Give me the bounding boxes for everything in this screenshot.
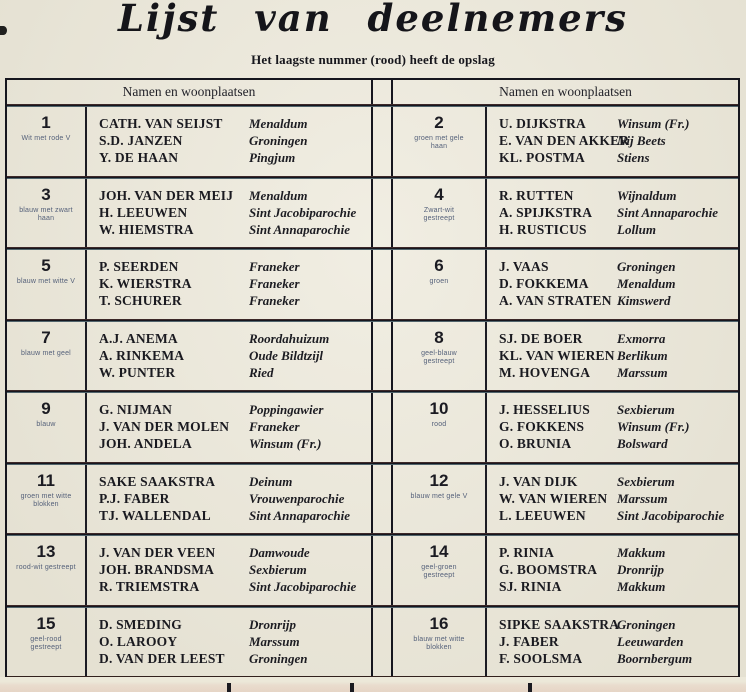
person-name: SJ. RINIA	[499, 579, 562, 594]
person-place: Bolsward	[617, 436, 668, 451]
person-line	[499, 616, 738, 633]
person-place: Exmorra	[617, 330, 666, 346]
person-name: E. VAN DEN AKKER	[499, 133, 630, 148]
entry-number-cell	[7, 536, 87, 605]
entry-names-cell	[487, 393, 738, 462]
entry-colors-label: geel-blauw gestreept	[421, 349, 457, 365]
person-name: JOH. BRANDSMA	[99, 562, 215, 577]
person-line	[99, 544, 371, 561]
person-name: J. FABER	[499, 633, 559, 649]
person-line	[99, 292, 371, 309]
entry-number-cell	[7, 608, 87, 677]
table-row	[7, 608, 738, 677]
person-place: Makkum	[617, 545, 666, 560]
person-place: Marssum	[617, 364, 668, 380]
person-name: A. VAN STRATEN	[499, 293, 612, 308]
entry-names-cell	[87, 393, 371, 462]
person-place: Franeker	[249, 419, 300, 434]
person-place: Sint Jacobiparochie	[249, 579, 357, 594]
entry-names-cell	[87, 107, 371, 176]
person-place: Menaldum	[617, 276, 676, 291]
person-name: J. VAN DER VEEN	[99, 545, 216, 560]
person-line	[99, 187, 371, 204]
entry-colors-label: blauw met zwart haan	[19, 206, 73, 222]
person-place: Sint Jacobiparochie	[249, 204, 357, 220]
person-place: Pingjum	[249, 150, 296, 165]
table-center-gap	[371, 322, 393, 391]
person-place: Oude Bildtzijl	[249, 347, 324, 363]
table-row	[7, 465, 738, 534]
person-line	[99, 364, 371, 381]
table-center-gap	[371, 465, 393, 534]
person-name: G. NIJMAN	[99, 402, 173, 417]
person-line	[499, 347, 738, 364]
person-name: S.D. JANZEN	[99, 133, 183, 148]
entry-number: 6	[434, 256, 444, 275]
person-name: KL. POSTMA	[499, 150, 586, 165]
person-place: Wijnaldum	[617, 187, 677, 203]
person-name: P. RINIA	[499, 545, 555, 560]
entry-number: 16	[429, 613, 449, 633]
entry-number-cell	[393, 608, 487, 677]
person-place: Berlikum	[617, 347, 668, 363]
table-row	[7, 107, 738, 176]
person-place: Dronrijp	[249, 616, 296, 632]
entry-number: 8	[434, 327, 444, 347]
person-name: D. SMEDING	[99, 616, 183, 632]
table-row	[7, 393, 738, 462]
person-place: Dronrijp	[617, 562, 664, 577]
person-name: K. WIERSTRA	[99, 276, 192, 291]
entry-number-cell	[7, 179, 87, 248]
person-place: Sint Annaparochie	[617, 204, 719, 220]
person-name: O. LAROOY	[99, 633, 178, 649]
partial-cell-border	[528, 683, 532, 692]
entry-names-cell	[87, 179, 371, 248]
column-header-right: Namen en woonplaatsen	[499, 84, 632, 99]
person-name: W. VAN WIEREN	[499, 490, 608, 506]
person-place: Winsum (Fr.)	[617, 116, 690, 131]
person-line	[499, 578, 738, 595]
person-line	[99, 221, 371, 238]
person-place: Leeuwarden	[617, 633, 684, 649]
person-place: Menaldum	[249, 116, 308, 131]
entry-colors-label: Wit met rode V	[21, 135, 71, 142]
person-line	[99, 132, 371, 149]
person-line	[99, 473, 371, 490]
person-place: Nij Beets	[617, 133, 666, 148]
entry-number: 4	[434, 184, 444, 204]
entry-number: 2	[434, 113, 444, 132]
entry-number: 15	[36, 613, 56, 633]
entry-colors-label: Zwart-wit gestreept	[423, 206, 455, 222]
person-name: A. SPIJKSTRA	[499, 204, 593, 220]
entry-names-cell	[87, 536, 371, 605]
person-name: D. FOKKEMA	[499, 276, 589, 291]
person-place: Menaldum	[249, 187, 308, 203]
person-name: A.J. ANEMA	[99, 330, 178, 346]
person-place: Roordahuizum	[249, 330, 330, 346]
person-line	[99, 616, 371, 633]
entry-number: 5	[41, 256, 51, 275]
person-line	[499, 187, 738, 204]
person-name: JOH. ANDELA	[99, 436, 192, 451]
person-line	[499, 418, 738, 435]
participants-table	[5, 78, 740, 680]
person-place: Vrouwenparochie	[249, 490, 345, 506]
table-center-gap	[371, 393, 393, 462]
person-name: JOH. VAN DER MEIJ	[99, 187, 234, 203]
person-line	[99, 330, 371, 347]
entry-colors-label: groen met witte blokken	[20, 492, 72, 508]
entry-names-cell	[87, 608, 371, 677]
partial-cell-border	[227, 683, 231, 692]
entry-number: 14	[429, 542, 449, 561]
person-line	[99, 418, 371, 435]
person-line	[99, 401, 371, 418]
person-place: Groningen	[617, 616, 676, 632]
entry-number-cell	[393, 536, 487, 605]
person-name: G. FOKKENS	[499, 419, 585, 434]
person-name: A. RINKEMA	[99, 347, 185, 363]
person-line	[99, 490, 371, 507]
entry-number: 7	[41, 327, 51, 347]
entry-number-cell	[7, 107, 87, 176]
entry-names-cell	[487, 250, 738, 319]
entry-number: 12	[429, 470, 449, 490]
person-line	[499, 544, 738, 561]
person-line	[499, 115, 738, 132]
person-name: R. TRIEMSTRA	[99, 579, 200, 594]
table-center-gap	[371, 608, 393, 677]
next-section-partial-row	[0, 677, 746, 692]
person-line	[499, 221, 738, 238]
entry-names-cell	[487, 465, 738, 534]
entry-number-cell	[393, 393, 487, 462]
table-header-row	[7, 80, 738, 104]
person-name: G. BOOMSTRA	[499, 562, 598, 577]
entry-colors-label: blauw met witte V	[16, 278, 76, 285]
person-place: Sint Annaparochie	[249, 221, 351, 237]
person-name: L. LEEUWEN	[499, 507, 586, 523]
entry-number-cell	[7, 465, 87, 534]
person-place: Damwoude	[249, 545, 310, 560]
entry-number-cell	[7, 322, 87, 391]
entry-colors-label: blauw	[36, 421, 56, 428]
person-line	[499, 490, 738, 507]
entry-colors-label: geel-groen gestreept	[421, 564, 457, 579]
table-center-gap	[371, 107, 393, 176]
entry-number-cell	[393, 250, 487, 319]
person-name: W. PUNTER	[99, 364, 176, 380]
person-name: U. DIJKSTRA	[499, 116, 586, 131]
person-line	[499, 435, 738, 452]
person-line	[499, 204, 738, 221]
table-center-gap	[371, 179, 393, 248]
person-place: Winsum (Fr.)	[617, 419, 690, 434]
entry-names-cell	[487, 536, 738, 605]
entry-number: 1	[41, 113, 51, 132]
person-name: D. VAN DER LEEST	[99, 650, 225, 666]
entry-colors-label: rood	[431, 421, 447, 428]
entry-number-cell	[7, 393, 87, 462]
table-row	[7, 250, 738, 319]
person-name: P.J. FABER	[99, 490, 170, 506]
entry-colors-label: groen	[429, 278, 449, 285]
entry-names-cell	[487, 107, 738, 176]
person-name: SAKE SAAKSTRA	[99, 473, 216, 489]
entry-colors-label: blauw met gele V	[410, 492, 468, 500]
person-name: R. RUTTEN	[499, 187, 574, 203]
entry-number: 11	[37, 470, 55, 490]
person-place: Sexbierum	[617, 402, 675, 417]
page-title: Lijst van deelnemers	[118, 0, 628, 40]
table-row	[7, 536, 738, 605]
table-row	[7, 322, 738, 391]
entry-names-cell	[487, 179, 738, 248]
person-place: Sint Annaparochie	[249, 507, 351, 523]
person-line	[99, 633, 371, 650]
person-name: O. BRUNIA	[499, 436, 572, 451]
person-place: Marssum	[249, 633, 300, 649]
person-name: J. VAN DIJK	[499, 473, 578, 489]
person-name: KL. VAN WIEREN	[499, 347, 615, 363]
person-name: CATH. VAN SEIJST	[99, 116, 223, 131]
page-subtitle: Het laagste nummer (rood) heeft de opslag	[251, 52, 495, 67]
person-name: J. VAN DER MOLEN	[99, 419, 230, 434]
person-line	[99, 149, 371, 166]
person-place: Ried	[249, 364, 274, 380]
person-place: Franeker	[249, 293, 300, 308]
partial-cell-border	[350, 683, 354, 692]
person-line	[499, 364, 738, 381]
person-line	[499, 258, 738, 275]
person-place: Franeker	[249, 276, 300, 291]
person-line	[99, 258, 371, 275]
person-line	[99, 578, 371, 595]
person-name: H. LEEUWEN	[99, 204, 188, 220]
person-place: Kimswerd	[617, 293, 671, 308]
person-line	[99, 507, 371, 524]
person-line	[99, 650, 371, 667]
person-line	[499, 330, 738, 347]
person-place: Poppingawier	[249, 402, 324, 417]
person-name: W. HIEMSTRA	[99, 221, 194, 237]
person-name: H. RUSTICUS	[499, 221, 587, 237]
entry-colors-label: groen met gele haan	[414, 135, 464, 150]
person-place: Sexbierum	[617, 473, 675, 489]
person-name: T. SCHURER	[99, 293, 182, 308]
person-name: SJ. DE BOER	[499, 330, 583, 346]
person-line	[499, 633, 738, 650]
entry-names-cell	[87, 322, 371, 391]
person-line	[499, 473, 738, 490]
table-center-gap	[371, 536, 393, 605]
entry-names-cell	[487, 322, 738, 391]
person-line	[99, 204, 371, 221]
person-place: Deinum	[249, 473, 293, 489]
person-line	[499, 401, 738, 418]
table-body	[7, 107, 738, 680]
person-name: M. HOVENGA	[499, 364, 591, 380]
person-line	[499, 132, 738, 149]
entry-colors-label: blauw met geel	[21, 349, 71, 357]
person-place: Stiens	[617, 150, 650, 165]
table-center-gap	[371, 250, 393, 319]
person-name: J. HESSELIUS	[499, 402, 590, 417]
person-line	[99, 115, 371, 132]
entry-number-cell	[393, 322, 487, 391]
person-place: Marssum	[617, 490, 668, 506]
entry-number-cell	[393, 179, 487, 248]
person-place: Franeker	[249, 259, 300, 274]
entry-number: 10	[429, 399, 449, 418]
person-place: Groningen	[617, 259, 676, 274]
person-place: Sint Jacobiparochie	[617, 507, 725, 523]
entry-number-cell	[7, 250, 87, 319]
person-place: Boornbergum	[617, 650, 693, 666]
person-place: Sexbierum	[249, 562, 307, 577]
person-line	[499, 561, 738, 578]
column-header-left: Namen en woonplaatsen	[122, 84, 256, 99]
person-place: Groningen	[249, 133, 308, 148]
person-name: J. VAAS	[499, 259, 549, 274]
entry-number: 13	[36, 542, 56, 561]
person-name: P. SEERDEN	[99, 259, 179, 274]
person-line	[499, 149, 738, 166]
person-place: Makkum	[617, 579, 666, 594]
person-line	[499, 507, 738, 524]
person-place: Groningen	[249, 650, 308, 666]
entry-names-cell	[487, 608, 738, 677]
person-line	[99, 347, 371, 364]
entry-colors-label: rood-wit gestreept	[16, 564, 76, 571]
person-name: Y. DE HAAN	[99, 150, 179, 165]
table-row	[7, 179, 738, 248]
person-place: Winsum (Fr.)	[249, 436, 322, 451]
entry-colors-label: blauw met witte blokken	[413, 635, 465, 651]
person-name: SIPKE SAAKSTRA	[499, 616, 620, 632]
table-center-gap	[371, 80, 393, 104]
person-line	[99, 435, 371, 452]
person-place: Lollum	[617, 221, 657, 237]
entry-number-cell	[393, 107, 487, 176]
person-line	[99, 275, 371, 292]
entry-colors-label: geel-rood gestreept	[30, 635, 62, 651]
person-line	[499, 650, 738, 667]
person-name: F. SOOLSMA	[499, 650, 583, 666]
person-name: TJ. WALLENDAL	[99, 507, 211, 523]
entry-number: 3	[41, 184, 51, 204]
entry-number: 9	[41, 399, 51, 418]
entry-number-cell	[393, 465, 487, 534]
entry-names-cell	[87, 465, 371, 534]
entry-names-cell	[87, 250, 371, 319]
person-line	[499, 292, 738, 309]
person-line	[99, 561, 371, 578]
person-line	[499, 275, 738, 292]
